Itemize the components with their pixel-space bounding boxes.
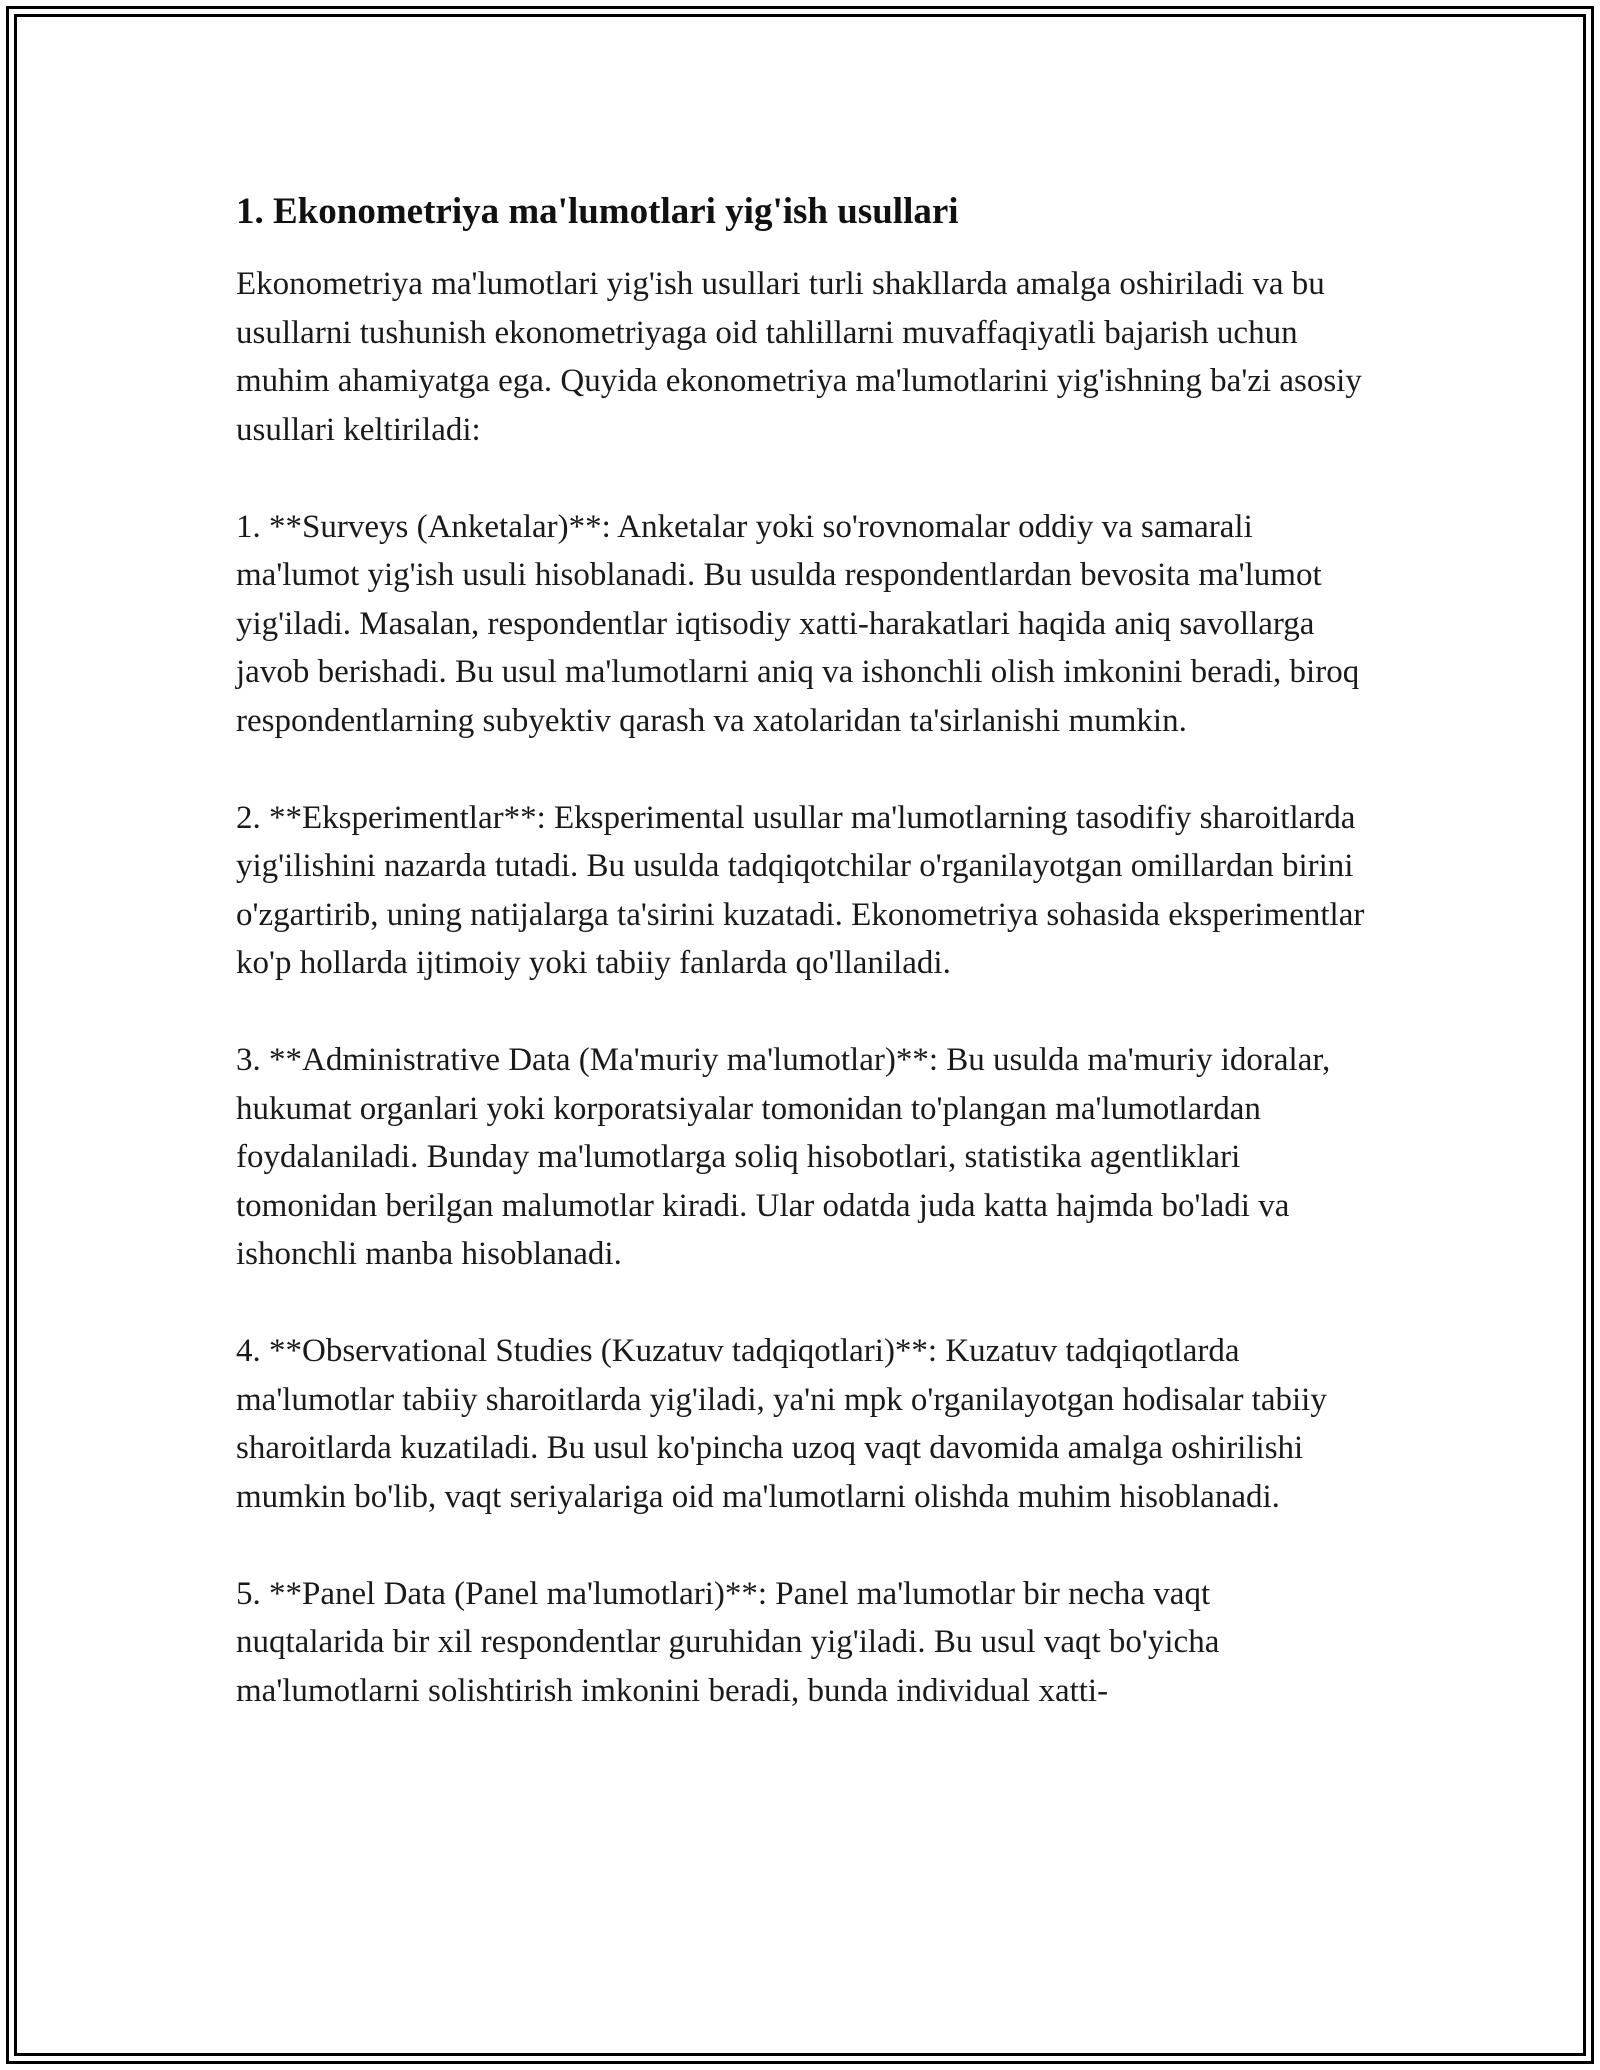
- surveys-paragraph: 1. **Surveys (Anketalar)**: Anketalar yoki so'rovnomalar oddiy va samarali ma'lumot yig'ish usuli hisoblanadi. Bu usulda respondentlardan bevosita ma'lumot yig'iladi. Masalan, respondentlar iqtisodiy xatti-harakatlari haqida aniq savollarga javob berishadi. Bu usul ma'lumotlarni aniq va ishonchli olish imkonini beradi, biroq respondentlarning subyektiv qarash va xatolaridan ta'sirlanishi mumkin.: [236, 508, 1360, 739]
- document-body: [236, 186, 1366, 1715]
- experiments-paragraph: 2. **Eksperimentlar**: Eksperimental usullar ma'lumotlarning tasodifiy sharoitlarda yig'ilishini nazarda tutadi. Bu usulda tadqiqotchilar o'rganilayotgan omillardan birini o'zgartirib, uning natijalarga ta'sirini kuzatadi. Ekonometriya sohasida eksperimentlar ko'p hollarda ijtimoiy yoki tabiiy fanlarda qo'llaniladi.: [236, 799, 1365, 981]
- administrative-data-paragraph: 3. **Administrative Data (Ma'muriy ma'lumotlar)**: Bu usulda ma'muriy idoralar, hukumat organlari yoki korporatsiyalar tomonidan to'plangan ma'lumotlardan foydalaniladi. Bunday ma'lumotlarga soliq hisobotlari, statistika agentliklari tomonidan berilgan malumotlar kiradi. Ular odatda juda katta hajmda bo'ladi va ishonchli manba hisoblanadi.: [236, 1042, 1331, 1272]
- intro-paragraph: Ekonometriya ma'lumotlari yig'ish usullari turli shakllarda amalga oshiriladi va bu usullarni tushunish ekonometriyaga oid tahlillarni muvaffaqiyatli bajarish uchun muhim ahamiyatga ega. Quyida ekonometriya ma'lumotlarini yig'ishning ba'zi asosiy usullari keltiriladi:: [236, 266, 1362, 448]
- section-title: 1. Ekonometriya ma'lumotlari yig'ish usullari: [236, 191, 959, 232]
- observational-studies-paragraph: 4. **Observational Studies (Kuzatuv tadqiqotlari)**: Kuzatuv tadqiqotlarda ma'lumotlar tabiiy sharoitlarda yig'iladi, ya'ni mpk o'rganilayotgan hodisalar tabiiy sharoitlarda kuzatiladi. Bu usul ko'pincha uzoq vaqt davomida amalga oshirilishi mumkin bo'lib, vaqt seriyalariga oid ma'lumotlarni olishda muhim hisoblanadi.: [236, 1333, 1327, 1515]
- panel-data-paragraph: 5. **Panel Data (Panel ma'lumotlari)**: Panel ma'lumotlar bir necha vaqt nuqtalarida bir xil respondentlar guruhidan yig'iladi. Bu usul vaqt bo'yicha ma'lumotlarni solishtirish imkonini beradi, bunda individual xatti-: [236, 1575, 1220, 1709]
